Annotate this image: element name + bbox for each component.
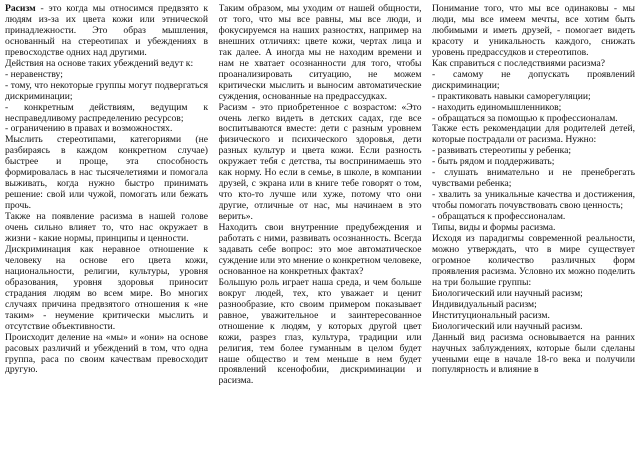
paragraph [432, 190, 635, 212]
paragraph [5, 135, 208, 212]
paragraph [219, 223, 422, 278]
paragraph [432, 333, 635, 377]
text-column-3 [432, 4, 635, 452]
paragraph-text: Биологический или научный расизм; [432, 287, 583, 299]
paragraph [432, 168, 635, 190]
paragraph-text: Мыслить стереотипами, категориями (не разбираясь в каждом конкретном случае) быстрее и проще, эта способность формировалась в нас тысячелетиями и помогала выживать, когда нужно быстро принимать решение: свой или чужой, помогать или бежать прочь. [5, 134, 208, 212]
paragraph [5, 333, 208, 377]
paragraph-text: - самому не допускать проявлений дискриминации; [432, 68, 635, 91]
paragraph [219, 278, 422, 388]
paragraph [432, 4, 635, 59]
paragraph-text: - практиковать навыки саморегуляции; [432, 90, 591, 102]
paragraph-text: Также на появление расизма в нашей голове очень сильно влияет то, что нас окружает в жизни - какие нормы, принципы и ценности. [5, 211, 208, 245]
paragraph-text: - конкретным действиям, ведущим к несправедливому распределению ресурсов; [5, 101, 208, 124]
paragraph [5, 245, 208, 333]
term-lead: Расизм [5, 4, 36, 14]
paragraph-text: Также есть рекомендации для родителей детей, которые пострадали от расизма. Нужно: [432, 123, 635, 146]
paragraph-text: Понимание того, что мы все одинаковы - мы люди, мы все имеем мечты, все хотим быть любимыми и иметь друзей, - помогает видеть красоту и уникальность каждого, снижать уровень предрассудков и стереотипов. [432, 4, 635, 58]
paragraph-text: Данный вид расизма основывается на ранних научных заблуждениях, которые были сделаны учеными еще в начале 18-го века и получили популярность и влияние в [432, 331, 635, 376]
paragraph-text: Как справиться с последствиями расизма? [432, 57, 605, 69]
paragraph [5, 212, 208, 245]
paragraph-text: Большую роль играет наша среда, и чем больше вокруг людей, тех, кто уважает и ценит разнообразие, кто своим примером показывает равное, уважительное и заинтересованное отношение к людям, у которых другой цвет кожи, разрез глаз, культура, традиции или религия, тем более гуманным в целом будет наше общество и тем меньше в нем будет проявлений ксенофобии, дискриминации и расизма. [218, 276, 422, 387]
paragraph-text: Находить свои внутренние предубеждения и работать с ними, развивать осознанность. Всегда задавать себе вопрос: это мое автоматическое суждение или это мнение о конкретном человеке, основанное на конкретных фактах? [218, 222, 422, 277]
paragraph-text: - находить единомышленников; [432, 101, 562, 113]
paragraph [5, 103, 208, 125]
paragraph-text: - обращаться за помощью к профессионалам. [432, 112, 618, 124]
paragraph [219, 4, 422, 103]
paragraph-text: - обращаться к профессионалам. [432, 211, 566, 223]
paragraph-text: - ограничению в правах и возможностях. [5, 123, 173, 135]
paragraph-text: Расизм - это приобретенное с возрастом: «Это очень легко видеть в детских садах, где все воспитываются вместе: дети с разным уровнем физического и психического здоровья, дети разных культур и цвета кожи. Если разность окружает тебя с детства, ты воспринимаешь это как норму. Но если в семье, в школе, в компании друзей, с экрана или в книге тебе говорят о том, что кто-то лучше или хуже, потому что они другие, отличные от нас, мы начинаем в это верить». [218, 101, 422, 223]
paragraph [432, 234, 635, 289]
paragraph-text: Таким образом, мы уходим от нашей общности, от того, что мы все равны, мы все люди, и фокусируемся на наших разностях, например на внешних отличиях: цвете кожи, чертах лица и так далее. А иногда мы не находим времени и нам не хватает осознанности для того, чтобы проанализировать ситуацию, не можем критически мыслить и выносим автоматические суждения, основанные на предрассудках. [218, 4, 422, 102]
text-column-2 [219, 4, 422, 452]
paragraph-text: - хвалить за уникальные качества и достижения, чтобы помогать почувствовать свою ценность; [432, 189, 635, 212]
paragraph-text: Исходя из парадигмы современной реальности, можно утверждать, что в мире существует огромное количество различных форм проявления расизма. Условно их можно поделить на три большие группы: [432, 233, 635, 288]
paragraph [432, 70, 635, 92]
paragraph-text: Типы, виды и формы расизма. [432, 222, 556, 234]
paragraph [5, 81, 208, 103]
paragraph-text: - это когда мы относимся предвзято к людям из-за их цвета кожи или этнической принадлежности. Это образ мышления, основанный на стереотипах и убеждениях в превосходстве одних над другими. [5, 4, 208, 58]
paragraph-text: - слушать внимательно и не пренебрегать чувствами ребенка; [432, 167, 635, 190]
paragraph-text: Происходит деление на «мы» и «они» на основе расовых различий и убеждений в том, что одна группа, раса по своим качествам превосходит другую. [5, 331, 208, 376]
paragraph-text: Индивидуальный расизм; [432, 298, 537, 310]
paragraph-text: - тому, что некоторые группы могут подвергаться дискриминации; [5, 79, 208, 102]
paragraph-text: - неравенству; [5, 68, 63, 80]
paragraph-text: - развивать стереотипы у ребенка; [432, 145, 572, 157]
paragraph [219, 103, 422, 223]
paragraph [5, 4, 208, 59]
paragraph-text: Институциональный расизм. [432, 309, 550, 321]
paragraph [432, 124, 635, 146]
paragraph-text: Биологический или научный расизм. [432, 320, 583, 332]
paragraph-text: Дискриминация как неравное отношение к человеку на основе его цвета кожи, национальности, религии, культуры, уровня образования, уровня здоровья приносит страдания людям во всем мире. Во многих случаях причина предвзятого отношения к «не таким» - неумение критически мыслить и отсутствие объективности. [5, 243, 208, 332]
paragraph-text: - быть рядом и поддерживать; [432, 156, 555, 168]
paragraph-text: Действия на основе таких убеждений ведут к: [5, 57, 194, 69]
text-column-1 [5, 4, 208, 452]
